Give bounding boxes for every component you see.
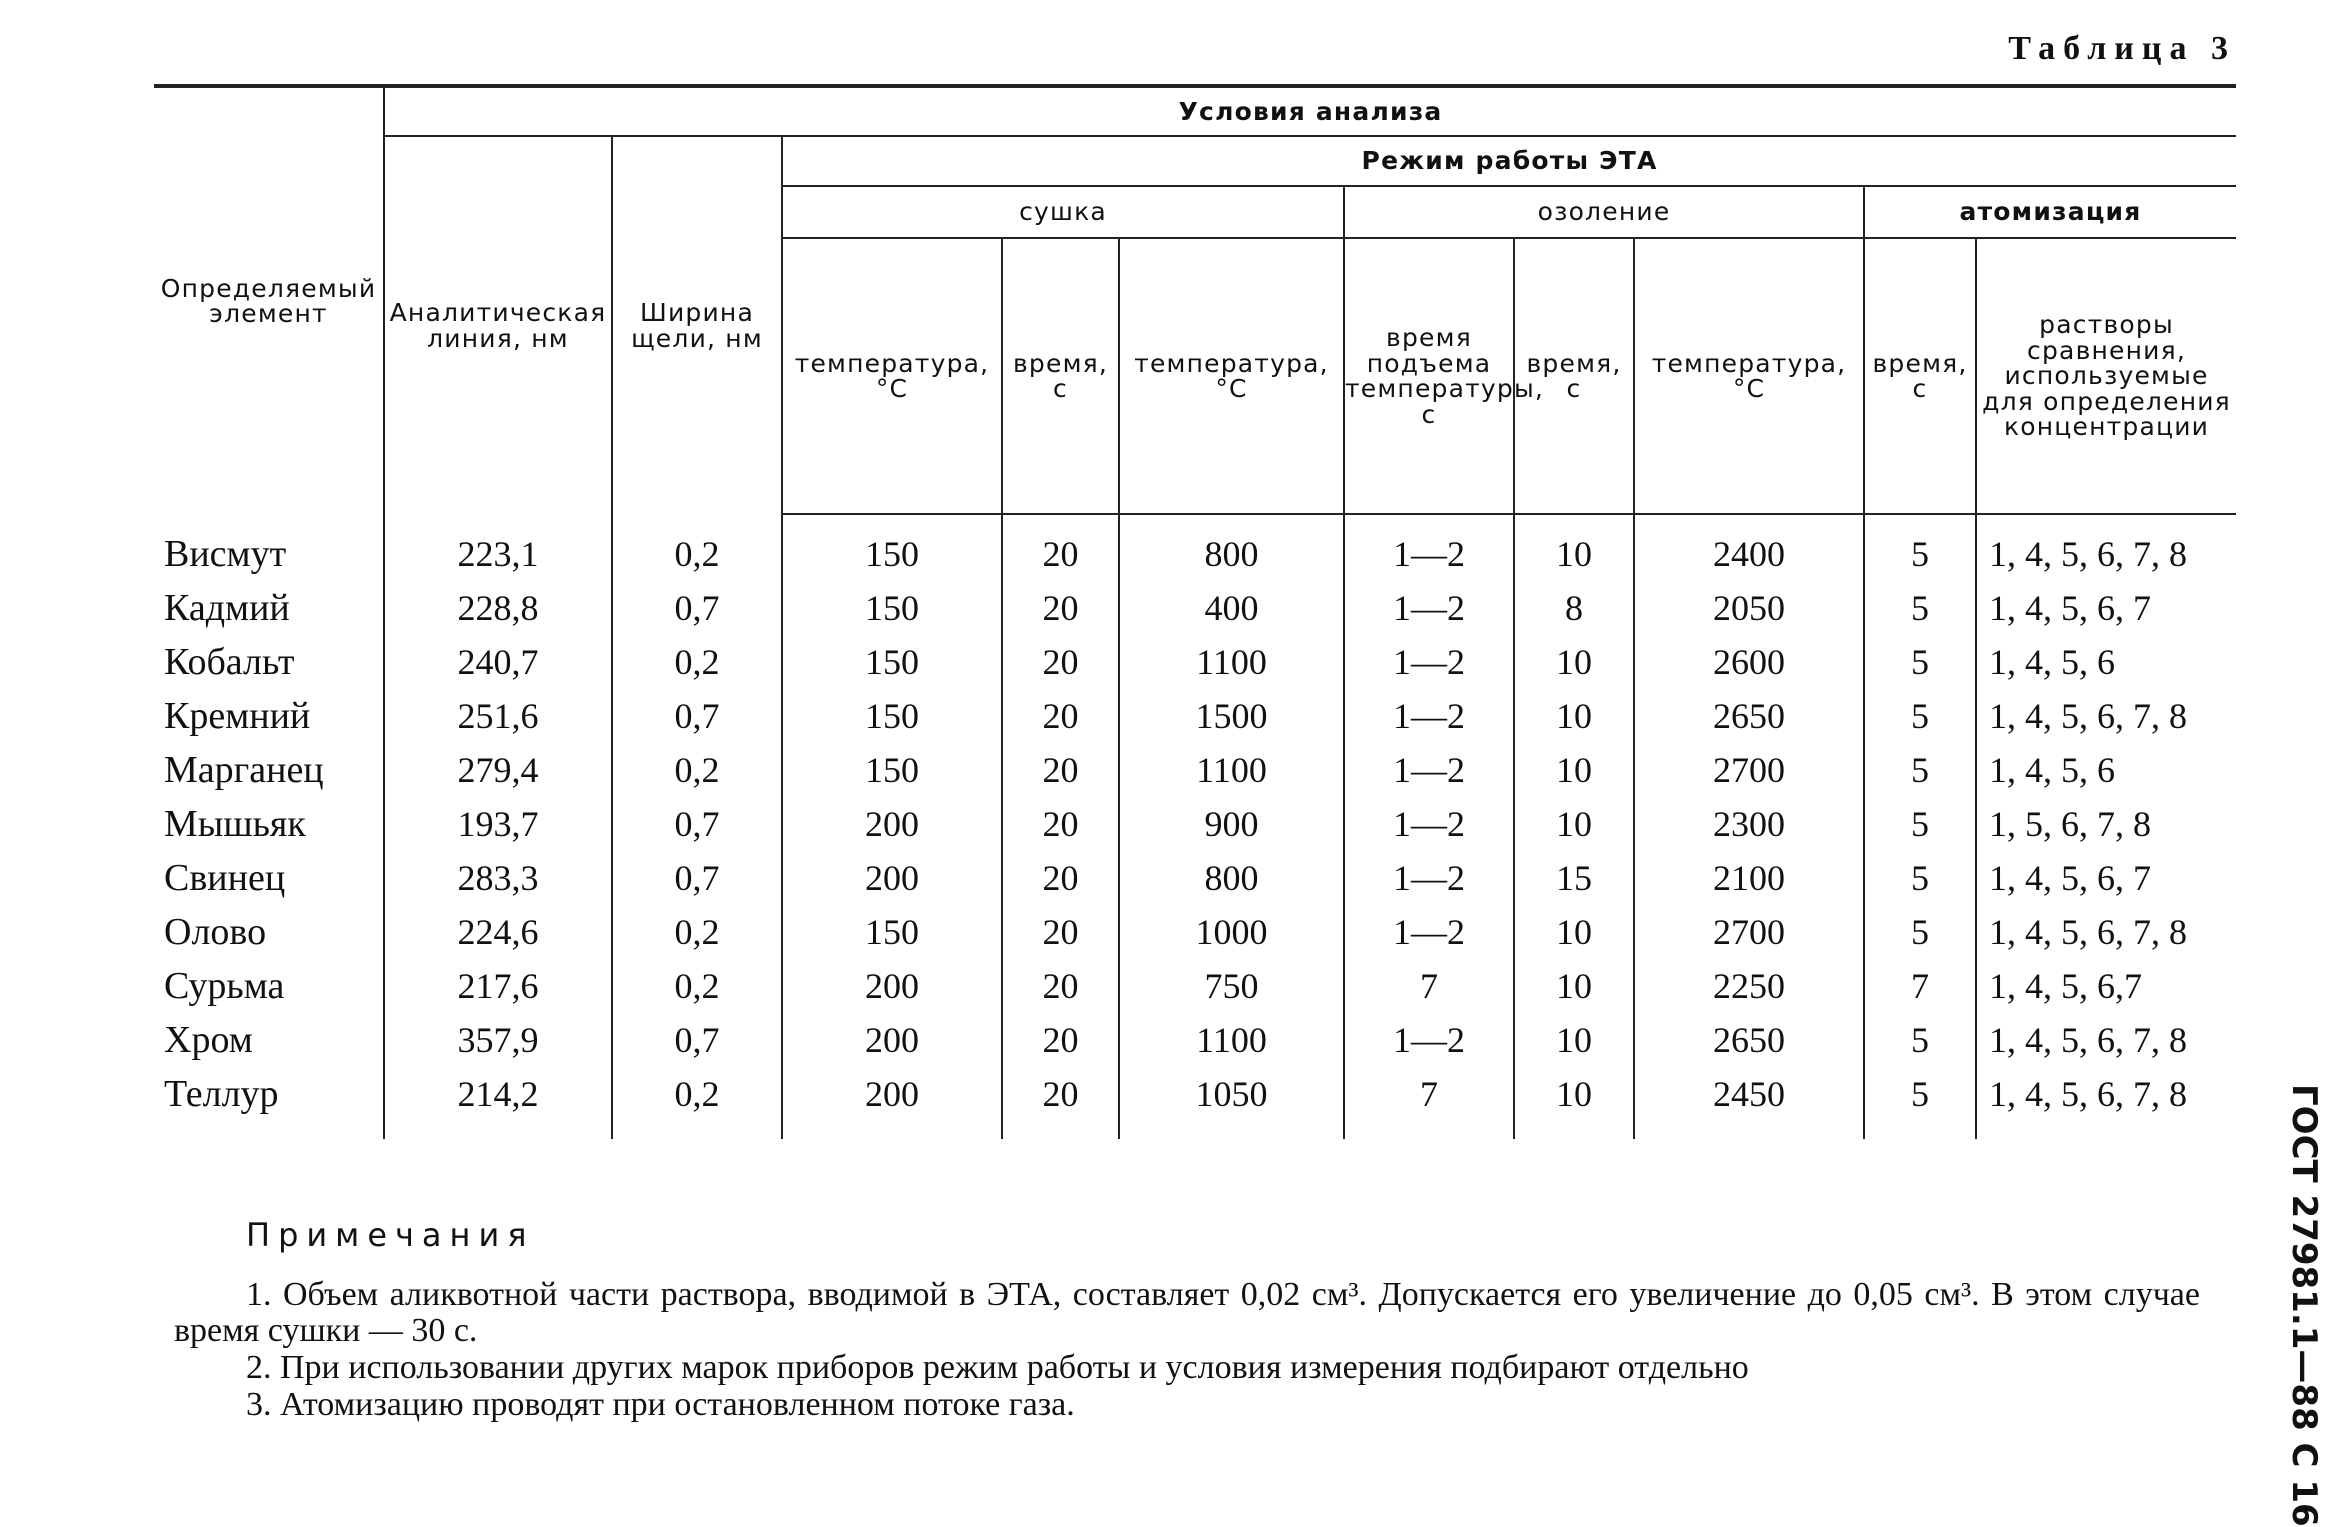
notes-block (174, 1218, 2200, 1423)
drying-time: 20 (1002, 797, 1119, 851)
header-atomization-time: время, с (1864, 238, 1976, 514)
reference-solutions: 1, 4, 5, 6,7 (1989, 966, 2142, 1006)
ashing-temperature: 2650 (1634, 689, 1864, 743)
ashing-time: 15 (1514, 851, 1634, 905)
drying-time: 20 (1002, 743, 1119, 797)
atomization-time: 5 (1864, 797, 1976, 851)
ramp-time: 1—2 (1344, 635, 1514, 689)
table-row (154, 1067, 2236, 1139)
drying-time: 20 (1002, 1067, 1119, 1139)
reference-solutions: 1, 4, 5, 6, 7 (1989, 858, 2151, 898)
ramp-time: 1—2 (1344, 1013, 1514, 1067)
header-ramp-time: время подъема температуры, с (1344, 238, 1514, 514)
analytical-line: 193,7 (384, 797, 612, 851)
header-analytical-line: Аналитическая линия, нм (384, 136, 612, 514)
drying-temperature-2: 900 (1119, 797, 1344, 851)
ashing-temperature: 2700 (1634, 743, 1864, 797)
element-name: Свинец (154, 851, 384, 905)
slit-width: 0,2 (612, 635, 782, 689)
ramp-time: 7 (1344, 959, 1514, 1013)
drying-temperature-2: 800 (1119, 851, 1344, 905)
reference-solutions: 1, 4, 5, 6, 7, 8 (1989, 534, 2187, 574)
drying-temperature: 150 (782, 581, 1002, 635)
drying-temperature-2: 1050 (1119, 1067, 1344, 1139)
analytical-line: 240,7 (384, 635, 612, 689)
ashing-time: 8 (1514, 581, 1634, 635)
ashing-time: 10 (1514, 959, 1634, 1013)
analytical-line: 214,2 (384, 1067, 612, 1139)
analytical-line: 251,6 (384, 689, 612, 743)
drying-temperature-2: 1100 (1119, 1013, 1344, 1067)
drying-time: 20 (1002, 905, 1119, 959)
ramp-time: 1—2 (1344, 689, 1514, 743)
header-ashing: озоление (1344, 186, 1864, 238)
ashing-temperature: 2250 (1634, 959, 1864, 1013)
slit-width: 0,7 (612, 581, 782, 635)
ramp-time: 1—2 (1344, 581, 1514, 635)
reference-solutions: 1, 4, 5, 6, 7 (1989, 588, 2151, 628)
header-drying: сушка (782, 186, 1344, 238)
header-atomization: атомизация (1864, 186, 2236, 238)
header-ashing-temperature: температура, °С (1634, 238, 1864, 514)
element-name: Олово (154, 905, 384, 959)
drying-time: 20 (1002, 514, 1119, 581)
drying-time: 20 (1002, 581, 1119, 635)
note-1: 1. Объем аликвотной части раствора, вводимой в ЭТА, составляет 0,02 см³. Допускается его увеличение до 0,05 см³. В этом случае время сушки — 30 с. (174, 1275, 2200, 1350)
ashing-temperature: 2300 (1634, 797, 1864, 851)
analytical-line: 279,4 (384, 743, 612, 797)
ramp-time: 1—2 (1344, 851, 1514, 905)
ashing-time: 10 (1514, 1067, 1634, 1139)
reference-solutions: 1, 4, 5, 6, 7, 8 (1989, 1020, 2187, 1060)
drying-temperature: 150 (782, 689, 1002, 743)
header-eta-mode: Режим работы ЭТА (782, 136, 2236, 186)
header-drying-time: время, с (1002, 238, 1119, 514)
slit-width: 0,7 (612, 797, 782, 851)
table-row (154, 1013, 2236, 1067)
standard-code-label: ГОСТ 27981.1—88 С 16 (2284, 1084, 2324, 1527)
drying-temperature-2: 400 (1119, 581, 1344, 635)
element-name: Кадмий (154, 581, 384, 635)
drying-temperature-2: 1000 (1119, 905, 1344, 959)
atomization-time: 7 (1864, 959, 1976, 1013)
drying-time: 20 (1002, 959, 1119, 1013)
atomization-time: 5 (1864, 514, 1976, 581)
atomization-time: 5 (1864, 743, 1976, 797)
drying-temperature: 200 (782, 1067, 1002, 1139)
analytical-line: 228,8 (384, 581, 612, 635)
atomization-time: 5 (1864, 689, 1976, 743)
drying-temperature: 150 (782, 635, 1002, 689)
ashing-time: 10 (1514, 743, 1634, 797)
note-2: 2. При использовании других марок приборов режим работы и условия измерения подбирают отдельно (246, 1348, 1749, 1386)
header-slit-width: Ширина щели, нм (612, 136, 782, 514)
header-reference-solutions: растворы сравнения, используемые для определения концентрации (1976, 238, 2236, 514)
slit-width: 0,7 (612, 689, 782, 743)
ramp-time: 1—2 (1344, 514, 1514, 581)
ashing-temperature: 2600 (1634, 635, 1864, 689)
atomization-time: 5 (1864, 851, 1976, 905)
analytical-line: 224,6 (384, 905, 612, 959)
element-name: Кобальт (154, 635, 384, 689)
atomization-time: 5 (1864, 581, 1976, 635)
header-element: Определяемый элемент (154, 86, 384, 514)
element-name: Мышьяк (154, 797, 384, 851)
drying-temperature: 150 (782, 743, 1002, 797)
ashing-time: 10 (1514, 1013, 1634, 1067)
drying-temperature-2: 1100 (1119, 635, 1344, 689)
table-row (154, 905, 2236, 959)
drying-time: 20 (1002, 635, 1119, 689)
note-3: 3. Атомизацию проводят при остановленном потоке газа. (246, 1385, 1075, 1423)
drying-temperature: 200 (782, 959, 1002, 1013)
ashing-temperature: 2050 (1634, 581, 1864, 635)
ashing-temperature: 2650 (1634, 1013, 1864, 1067)
table-row (154, 851, 2236, 905)
drying-time: 20 (1002, 851, 1119, 905)
table-row (154, 959, 2236, 1013)
drying-temperature-2: 750 (1119, 959, 1344, 1013)
table-row (154, 689, 2236, 743)
ashing-time: 10 (1514, 797, 1634, 851)
table-row (154, 635, 2236, 689)
slit-width: 0,2 (612, 743, 782, 797)
drying-temperature: 200 (782, 797, 1002, 851)
ramp-time: 1—2 (1344, 797, 1514, 851)
ashing-time: 10 (1514, 514, 1634, 581)
drying-temperature: 150 (782, 905, 1002, 959)
element-name: Кремний (154, 689, 384, 743)
notes-title: Примечания (246, 1216, 535, 1254)
reference-solutions: 1, 5, 6, 7, 8 (1989, 804, 2151, 844)
element-name: Сурьма (154, 959, 384, 1013)
slit-width: 0,7 (612, 1013, 782, 1067)
table-row (154, 743, 2236, 797)
slit-width: 0,7 (612, 851, 782, 905)
drying-temperature: 150 (782, 514, 1002, 581)
drying-temperature: 200 (782, 851, 1002, 905)
element-name: Теллур (154, 1067, 384, 1139)
atomization-time: 5 (1864, 635, 1976, 689)
drying-temperature-2: 1100 (1119, 743, 1344, 797)
table-row (154, 514, 2236, 581)
ashing-time: 10 (1514, 905, 1634, 959)
drying-time: 20 (1002, 1013, 1119, 1067)
analysis-conditions-table (154, 84, 2236, 1139)
ramp-time: 1—2 (1344, 905, 1514, 959)
drying-temperature: 200 (782, 1013, 1002, 1067)
element-name: Марганец (154, 743, 384, 797)
ashing-time: 10 (1514, 635, 1634, 689)
ashing-temperature: 2100 (1634, 851, 1864, 905)
header-conditions: Условия анализа (384, 86, 2236, 136)
analytical-line: 223,1 (384, 514, 612, 581)
table-row (154, 797, 2236, 851)
atomization-time: 5 (1864, 1067, 1976, 1139)
reference-solutions: 1, 4, 5, 6 (1989, 750, 2115, 790)
drying-time: 20 (1002, 689, 1119, 743)
reference-solutions: 1, 4, 5, 6, 7, 8 (1989, 912, 2187, 952)
slit-width: 0,2 (612, 514, 782, 581)
drying-temperature-2: 1500 (1119, 689, 1344, 743)
header-ashing-time: время, с (1514, 238, 1634, 514)
ashing-temperature: 2400 (1634, 514, 1864, 581)
atomization-time: 5 (1864, 905, 1976, 959)
analytical-line: 283,3 (384, 851, 612, 905)
element-name: Хром (154, 1013, 384, 1067)
atomization-time: 5 (1864, 1013, 1976, 1067)
analytical-line: 217,6 (384, 959, 612, 1013)
ashing-temperature: 2450 (1634, 1067, 1864, 1139)
analytical-line: 357,9 (384, 1013, 612, 1067)
ramp-time: 7 (1344, 1067, 1514, 1139)
drying-temperature-2: 800 (1119, 514, 1344, 581)
header-drying-temperature-2: температура, °С (1119, 238, 1344, 514)
table-caption: Таблица 3 (2008, 30, 2236, 67)
ashing-temperature: 2700 (1634, 905, 1864, 959)
table-row (154, 581, 2236, 635)
reference-solutions: 1, 4, 5, 6, 7, 8 (1989, 1074, 2187, 1114)
reference-solutions: 1, 4, 5, 6, 7, 8 (1989, 696, 2187, 736)
ashing-time: 10 (1514, 689, 1634, 743)
reference-solutions: 1, 4, 5, 6 (1989, 642, 2115, 682)
slit-width: 0,2 (612, 905, 782, 959)
slit-width: 0,2 (612, 1067, 782, 1139)
header-drying-temperature: температура, °С (782, 238, 1002, 514)
ramp-time: 1—2 (1344, 743, 1514, 797)
slit-width: 0,2 (612, 959, 782, 1013)
element-name: Висмут (154, 514, 384, 581)
